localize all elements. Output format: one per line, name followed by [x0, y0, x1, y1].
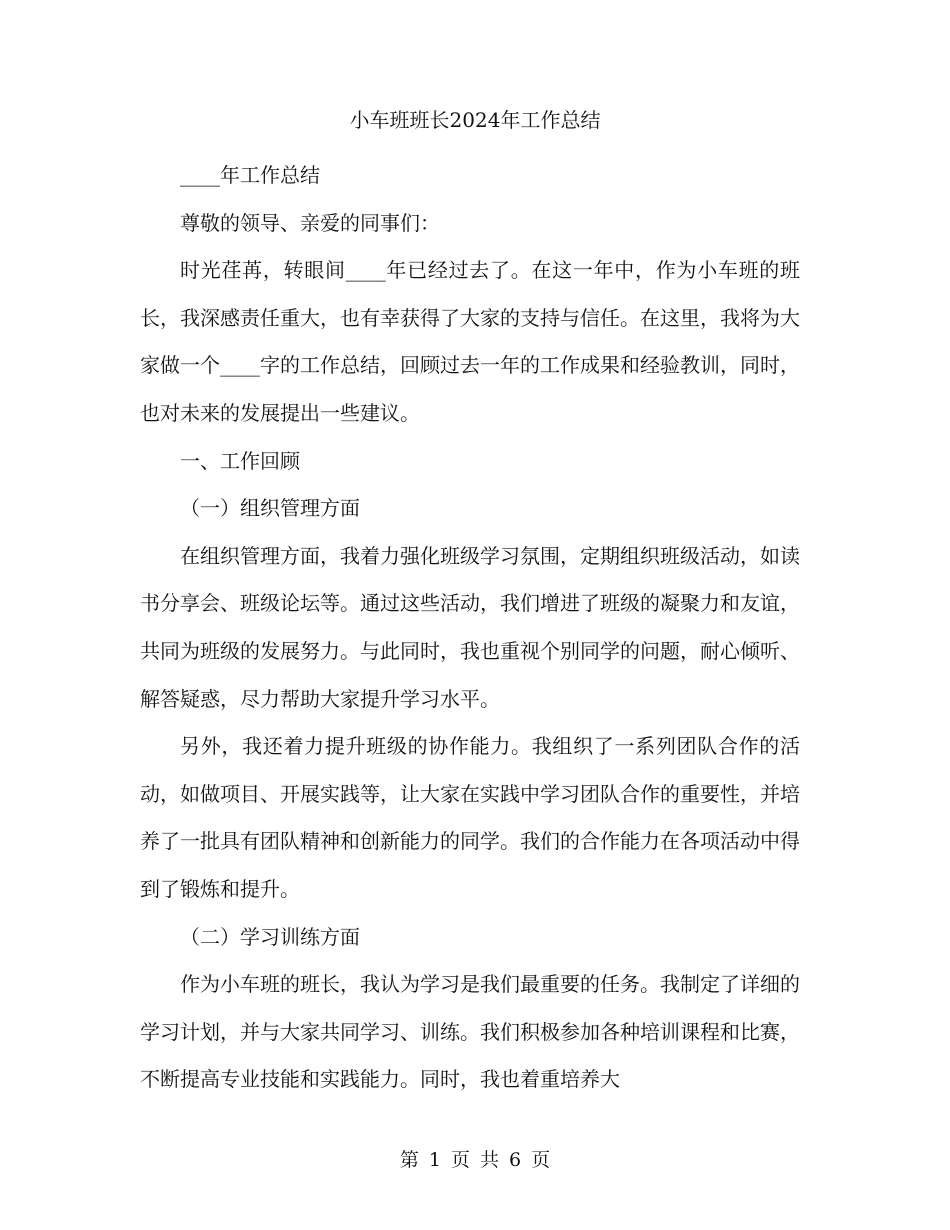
organization-paragraph-2: 另外，我还着力提升班级的协作能力。我组织了一系列团队合作的活动，如做项目、开展实践等，让大家在实践中学习团队合作的重要性，并培养了一批具有团队精神和创新能力的同学。我们的合作能力在各项活动中得到了锻炼和提升。: [140, 734, 800, 901]
document-body: [140, 152, 800, 1104]
page-footer: 第 1 页 共 6 页: [399, 1149, 551, 1171]
intro-paragraph: 时光荏苒，转眼间____年已经过去了。在这一年中，作为小车班的班长，我深感责任重大，也有幸获得了大家的支持与信任。在这里，我将为大家做一个____字的工作总结，回顾过去一年的工作成果和经验教训，同时，也对未来的发展提出一些建议。: [140, 258, 800, 425]
study-paragraph-1: 作为小车班的班长，我认为学习是我们最重要的任务。我制定了详细的学习计划，并与大家共同学习、训练。我们积极参加各种培训课程和比赛，不断提高专业技能和实践能力。同时，我也着重培养大: [140, 972, 800, 1092]
document-subtitle: ____年工作总结: [180, 163, 320, 187]
subsection-heading-organization: （一）组织管理方面: [180, 496, 360, 521]
document-title: 小车班班长2024年工作总结: [349, 108, 601, 132]
organization-paragraph-1: 在组织管理方面，我着力强化班级学习氛围，定期组织班级活动，如读书分享会、班级论坛等。通过这些活动，我们增进了班级的凝聚力和友谊，共同为班级的发展努力。与此同时，我也重视个别同学的问题，耐心倾听、解答疑惑，尽力帮助大家提升学习水平。: [140, 543, 800, 711]
greeting: 尊敬的领导、亲爱的同事们：: [180, 210, 440, 235]
subsection-heading-study: （二）学习训练方面: [180, 924, 360, 949]
section-heading: 一、工作回顾: [180, 448, 300, 473]
